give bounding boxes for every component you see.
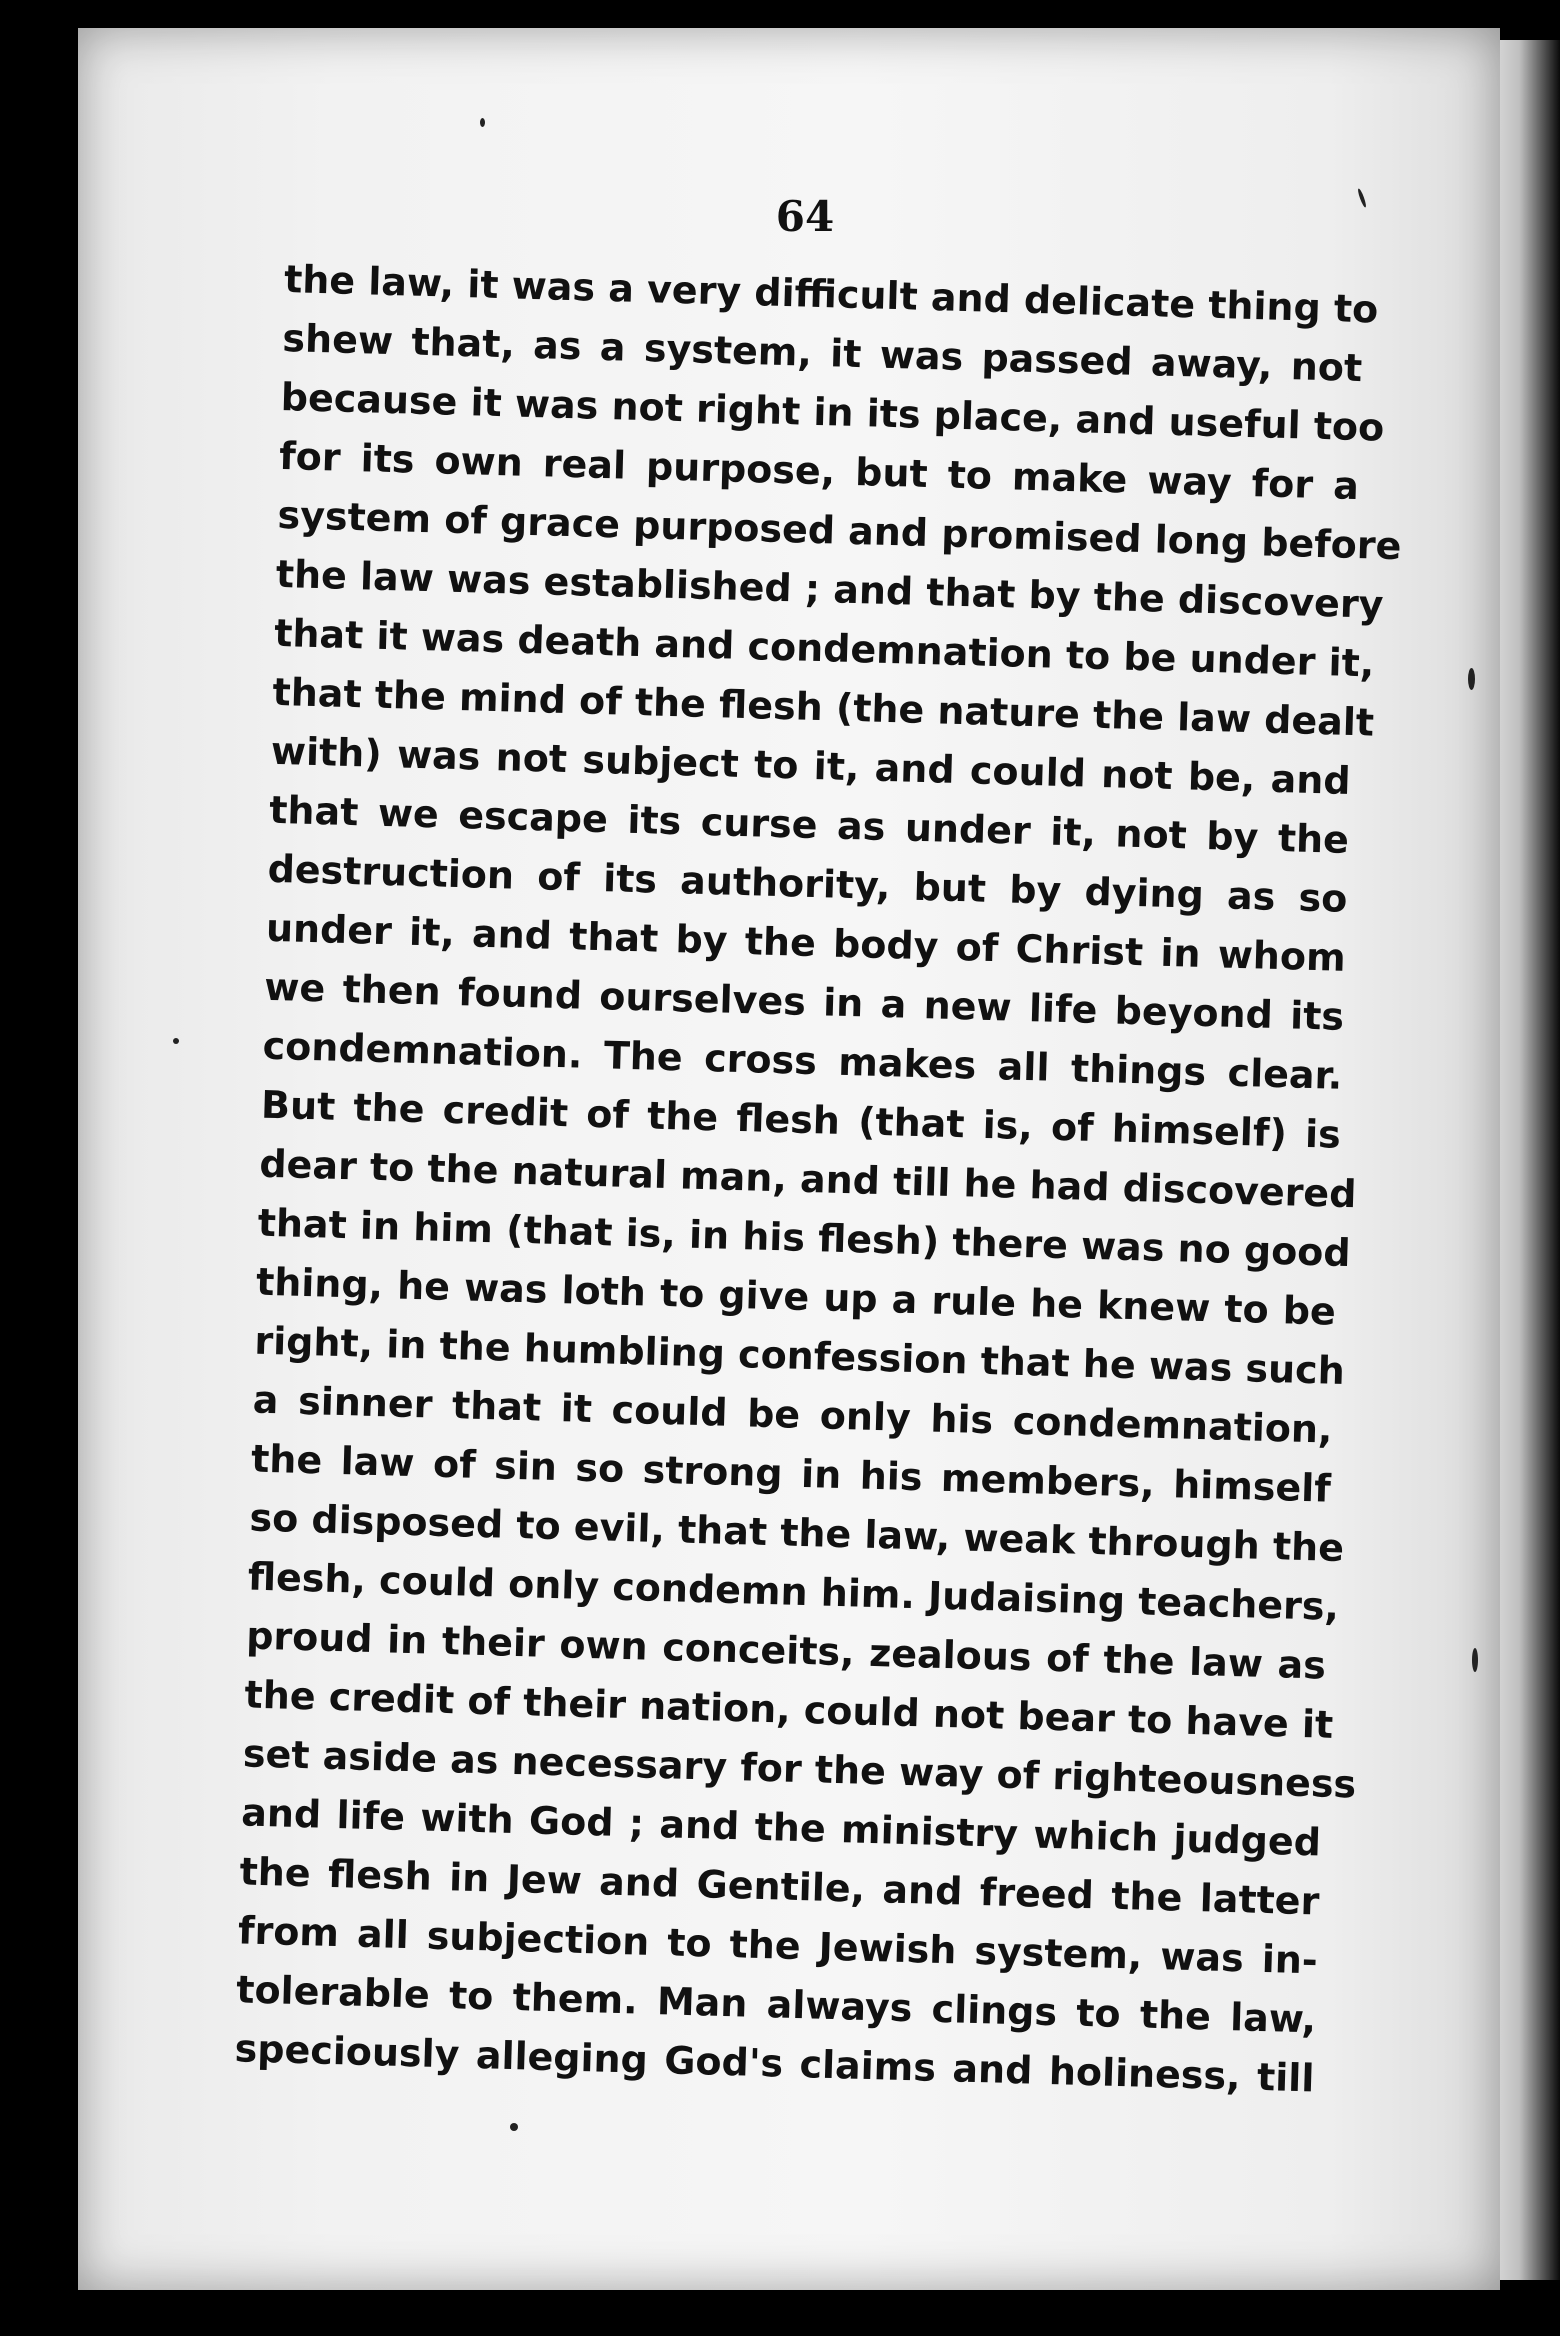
text-line: that in him (that is, in his flesh) there was no good	[257, 1200, 1352, 1276]
text-line: But the credit of the flesh (that is, of himself) is	[260, 1082, 1342, 1157]
text-line: a sinner that it could be only his condemnation,	[252, 1377, 1334, 1452]
text-line: the law of sin so strong in his members, himself	[250, 1436, 1332, 1511]
ink-speck	[173, 1038, 179, 1044]
ink-speck	[480, 118, 485, 127]
text-line: because it was not right in its place, and useful too	[280, 374, 1385, 450]
text-line: right, in the humbling confession that he was such	[253, 1318, 1346, 1394]
body-text	[234, 250, 1403, 2108]
text-line: the flesh in Jew and Gentile, and freed the latter	[239, 1849, 1320, 1924]
text-line: flesh, could only condemn him. Judaising teachers,	[247, 1554, 1340, 1629]
ink-speck	[1472, 1648, 1478, 1672]
text-line: we then found ourselves in a new life beyond its	[263, 964, 1345, 1039]
page-number: 64	[775, 192, 835, 241]
text-line: with) was not subject to it, and could not be, and	[270, 728, 1352, 803]
text-line: proud in their own conceits, zealous of the law as	[245, 1613, 1327, 1688]
text-line: condemnation. The cross makes all things clear.	[262, 1023, 1343, 1098]
text-line: system of grace purposed and promised long before	[276, 492, 1403, 569]
text-line: tolerable to them. Man always clings to the law,	[235, 1967, 1317, 2042]
text-line: the law was established ; and that by the discovery	[275, 551, 1385, 627]
text-line: shew that, as a system, it was passed away, not	[281, 315, 1363, 391]
text-line: thing, he was loth to give up a rule he knew to be	[255, 1259, 1337, 1334]
text-line: and life with God ; and the ministry which judged	[240, 1790, 1322, 1865]
text-line: that the mind of the flesh (the nature the law dealt	[272, 669, 1375, 745]
text-line: dear to the natural man, and till he had discovered	[258, 1141, 1357, 1217]
text-line: that we escape its curse as under it, not by the	[268, 787, 1350, 862]
text-line: the credit of their nation, could not bear to have it	[244, 1672, 1334, 1747]
text-line: the law, it was a very difficult and delicate thing to	[283, 256, 1379, 332]
text-line: speciously alleging God's claims and holiness, till	[234, 2026, 1315, 2101]
text-line: from all subjection to the Jewish system, was in-	[237, 1908, 1319, 1983]
text-line: destruction of its authority, but by dying as so	[267, 846, 1348, 921]
text-line: for its own real purpose, but to make way for a	[278, 433, 1360, 509]
ink-speck	[510, 2123, 518, 2131]
text-line: so disposed to evil, that the law, weak through the	[248, 1495, 1345, 1571]
text-line: set aside as necessary for the way of righteousness	[242, 1731, 1357, 1807]
text-line: under it, and that by the body of Christ in whom	[265, 905, 1347, 980]
text-line: that it was death and condemnation to be under it,	[273, 610, 1375, 686]
ink-speck	[1468, 668, 1475, 690]
